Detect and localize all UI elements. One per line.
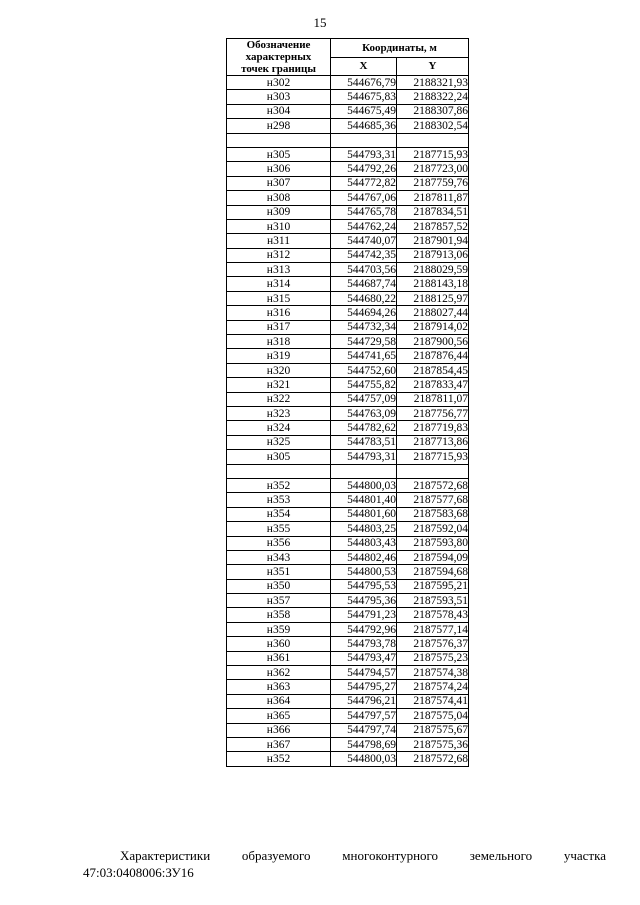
y-cell: 2187759,76 (397, 176, 469, 190)
point-name-cell (227, 464, 331, 478)
footer-word: образуемого (241, 848, 311, 863)
x-cell: 544792,26 (331, 162, 397, 176)
table-row (227, 450, 469, 464)
y-cell: 2187575,67 (397, 723, 469, 737)
table-row (227, 306, 469, 320)
point-name-cell: н305 (227, 450, 331, 464)
point-name-cell: н316 (227, 306, 331, 320)
y-cell: 2187594,68 (397, 565, 469, 579)
x-cell: 544694,26 (331, 306, 397, 320)
table-row (227, 147, 469, 161)
table-row (227, 550, 469, 564)
point-name-cell: н364 (227, 694, 331, 708)
x-cell: 544729,58 (331, 335, 397, 349)
x-cell: 544676,79 (331, 76, 397, 90)
x-cell: 544794,57 (331, 666, 397, 680)
x-cell: 544795,27 (331, 680, 397, 694)
x-cell: 544703,56 (331, 263, 397, 277)
y-cell: 2187577,14 (397, 622, 469, 636)
point-name-cell: н367 (227, 737, 331, 751)
x-cell: 544797,74 (331, 723, 397, 737)
footer-word: Характеристики (120, 848, 211, 863)
point-name-cell: н322 (227, 392, 331, 406)
y-cell: 2188143,18 (397, 277, 469, 291)
x-cell: 544757,09 (331, 392, 397, 406)
point-name-cell: н306 (227, 162, 331, 176)
point-name-cell: н354 (227, 507, 331, 521)
x-cell: 544795,36 (331, 594, 397, 608)
point-name-cell: н356 (227, 536, 331, 550)
y-cell: 2187572,68 (397, 478, 469, 492)
designation-header-line-2: характерных (245, 51, 312, 63)
y-cell: 2187876,44 (397, 349, 469, 363)
point-name-cell: н317 (227, 320, 331, 334)
x-cell: 544800,53 (331, 565, 397, 579)
point-name-cell: н363 (227, 680, 331, 694)
point-name-cell: н353 (227, 493, 331, 507)
x-cell: 544680,22 (331, 291, 397, 305)
point-name-cell: н360 (227, 637, 331, 651)
table-row (227, 680, 469, 694)
y-cell: 2187578,43 (397, 608, 469, 622)
x-cell: 544767,06 (331, 191, 397, 205)
x-cell: 544687,74 (331, 277, 397, 291)
y-cell: 2188027,44 (397, 306, 469, 320)
cadastral-number: 47:03:0408006:ЗУ16 (83, 865, 194, 880)
y-cell: 2187854,45 (397, 363, 469, 377)
y-cell: 2187834,51 (397, 205, 469, 219)
table-row (227, 378, 469, 392)
table-row (227, 666, 469, 680)
y-cell: 2187713,86 (397, 435, 469, 449)
table-row (227, 507, 469, 521)
table-row (227, 579, 469, 593)
y-cell (397, 133, 469, 147)
table-row (227, 176, 469, 190)
point-name-cell: н358 (227, 608, 331, 622)
y-cell: 2187572,68 (397, 752, 469, 766)
table-row (227, 392, 469, 406)
y-cell: 2187715,93 (397, 147, 469, 161)
table-row (227, 263, 469, 277)
y-cell: 2187583,68 (397, 507, 469, 521)
x-cell: 544803,25 (331, 522, 397, 536)
x-cell: 544763,09 (331, 406, 397, 420)
table-row (227, 594, 469, 608)
table-row (227, 320, 469, 334)
x-cell: 544803,43 (331, 536, 397, 550)
point-name-cell: н298 (227, 119, 331, 133)
point-name-cell: н315 (227, 291, 331, 305)
point-name-cell: н320 (227, 363, 331, 377)
y-cell: 2187592,04 (397, 522, 469, 536)
point-name-cell: н302 (227, 76, 331, 90)
y-cell: 2187811,87 (397, 191, 469, 205)
table-row (227, 248, 469, 262)
y-cell: 2188029,59 (397, 263, 469, 277)
y-cell: 2187901,94 (397, 234, 469, 248)
point-name-cell: н312 (227, 248, 331, 262)
table-row (227, 277, 469, 291)
table-row (227, 349, 469, 363)
x-cell: 544795,53 (331, 579, 397, 593)
point-name-cell: н359 (227, 622, 331, 636)
y-cell: 2187811,07 (397, 392, 469, 406)
table-row (227, 162, 469, 176)
y-cell: 2187575,36 (397, 737, 469, 751)
point-name-cell: н321 (227, 378, 331, 392)
table-row (227, 478, 469, 492)
point-name-cell (227, 133, 331, 147)
y-cell: 2188322,24 (397, 90, 469, 104)
y-cell: 2187900,56 (397, 335, 469, 349)
x-cell: 544791,23 (331, 608, 397, 622)
table-header (227, 39, 469, 76)
table-row (227, 406, 469, 420)
y-cell: 2187913,06 (397, 248, 469, 262)
page-number: 15 (313, 15, 327, 30)
x-cell: 544742,35 (331, 248, 397, 262)
point-name-cell: н343 (227, 550, 331, 564)
table-row (227, 363, 469, 377)
point-name-cell: н318 (227, 335, 331, 349)
footer-line-1 (120, 847, 606, 864)
footer-word: многоконтурного (342, 848, 439, 863)
x-cell: 544765,78 (331, 205, 397, 219)
y-cell: 2187723,00 (397, 162, 469, 176)
table-row (227, 536, 469, 550)
x-cell: 544740,07 (331, 234, 397, 248)
y-cell: 2188307,86 (397, 104, 469, 118)
x-cell: 544755,82 (331, 378, 397, 392)
point-name-cell: н323 (227, 406, 331, 420)
point-name-cell: н324 (227, 421, 331, 435)
y-cell: 2187857,52 (397, 219, 469, 233)
x-header: X (331, 57, 397, 76)
footer-word: участка (563, 848, 606, 863)
x-cell (331, 464, 397, 478)
y-cell: 2188302,54 (397, 119, 469, 133)
table-row (227, 104, 469, 118)
table-row (227, 234, 469, 248)
point-name-cell: н314 (227, 277, 331, 291)
point-name-cell: н311 (227, 234, 331, 248)
point-name-cell: н313 (227, 263, 331, 277)
table-row (227, 133, 469, 147)
x-cell: 544792,96 (331, 622, 397, 636)
x-cell: 544685,36 (331, 119, 397, 133)
point-name-cell: н310 (227, 219, 331, 233)
table-row (227, 694, 469, 708)
x-cell: 544800,03 (331, 478, 397, 492)
y-cell: 2187574,24 (397, 680, 469, 694)
footer-paragraph (83, 847, 606, 881)
y-cell: 2187577,68 (397, 493, 469, 507)
table-row (227, 191, 469, 205)
y-cell: 2187715,93 (397, 450, 469, 464)
point-name-cell: н357 (227, 594, 331, 608)
x-cell: 544782,62 (331, 421, 397, 435)
table-row (227, 435, 469, 449)
table-row (227, 493, 469, 507)
table-row (227, 622, 469, 636)
x-cell: 544801,60 (331, 507, 397, 521)
table-row (227, 90, 469, 104)
x-cell: 544772,82 (331, 176, 397, 190)
x-cell (331, 133, 397, 147)
x-cell: 544793,47 (331, 651, 397, 665)
table-row (227, 219, 469, 233)
point-name-cell: н362 (227, 666, 331, 680)
point-name-cell: н352 (227, 752, 331, 766)
table-row (227, 723, 469, 737)
x-cell: 544675,83 (331, 90, 397, 104)
x-cell: 544802,46 (331, 550, 397, 564)
table-row (227, 737, 469, 751)
point-name-cell: н303 (227, 90, 331, 104)
y-cell: 2187593,80 (397, 536, 469, 550)
y-cell: 2187575,23 (397, 651, 469, 665)
x-cell: 544793,31 (331, 147, 397, 161)
x-cell: 544796,21 (331, 694, 397, 708)
table-row (227, 464, 469, 478)
x-cell: 544732,34 (331, 320, 397, 334)
table-row (227, 608, 469, 622)
x-cell: 544741,65 (331, 349, 397, 363)
x-cell: 544801,40 (331, 493, 397, 507)
y-cell: 2187719,83 (397, 421, 469, 435)
point-name-cell: н352 (227, 478, 331, 492)
table-row (227, 119, 469, 133)
table-row (227, 335, 469, 349)
x-cell: 544783,51 (331, 435, 397, 449)
table-row (227, 421, 469, 435)
y-cell: 2187595,21 (397, 579, 469, 593)
table-row (227, 76, 469, 90)
y-cell: 2187594,09 (397, 550, 469, 564)
x-cell: 544798,69 (331, 737, 397, 751)
point-name-cell: н361 (227, 651, 331, 665)
designation-header (227, 39, 331, 76)
table-row (227, 752, 469, 766)
coordinates-table (226, 38, 469, 767)
table-row (227, 205, 469, 219)
table-row (227, 522, 469, 536)
y-cell: 2187756,77 (397, 406, 469, 420)
y-header: Y (397, 57, 469, 76)
y-cell: 2187576,37 (397, 637, 469, 651)
table-row (227, 651, 469, 665)
x-cell: 544793,78 (331, 637, 397, 651)
table-row (227, 637, 469, 651)
table-row (227, 291, 469, 305)
point-name-cell: н350 (227, 579, 331, 593)
point-name-cell: н325 (227, 435, 331, 449)
designation-header-line-3: точек границы (241, 63, 316, 75)
designation-header-line-1: Обозначение (246, 39, 311, 51)
y-cell: 2187833,47 (397, 378, 469, 392)
y-cell: 2187574,38 (397, 666, 469, 680)
table-row (227, 565, 469, 579)
y-cell: 2187593,51 (397, 594, 469, 608)
y-cell (397, 464, 469, 478)
coordinates-header: Координаты, м (331, 39, 469, 58)
point-name-cell: н355 (227, 522, 331, 536)
x-cell: 544797,57 (331, 709, 397, 723)
y-cell: 2187575,04 (397, 709, 469, 723)
y-cell: 2187914,02 (397, 320, 469, 334)
point-name-cell: н366 (227, 723, 331, 737)
point-name-cell: н351 (227, 565, 331, 579)
x-cell: 544762,24 (331, 219, 397, 233)
y-cell: 2188321,93 (397, 76, 469, 90)
table-row (227, 709, 469, 723)
table-body (227, 76, 469, 767)
point-name-cell: н365 (227, 709, 331, 723)
y-cell: 2187574,41 (397, 694, 469, 708)
point-name-cell: н304 (227, 104, 331, 118)
y-cell: 2188125,97 (397, 291, 469, 305)
point-name-cell: н305 (227, 147, 331, 161)
x-cell: 544793,31 (331, 450, 397, 464)
point-name-cell: н309 (227, 205, 331, 219)
point-name-cell: н307 (227, 176, 331, 190)
footer-word: земельного (469, 848, 533, 863)
x-cell: 544752,60 (331, 363, 397, 377)
point-name-cell: н319 (227, 349, 331, 363)
x-cell: 544675,49 (331, 104, 397, 118)
x-cell: 544800,03 (331, 752, 397, 766)
point-name-cell: н308 (227, 191, 331, 205)
